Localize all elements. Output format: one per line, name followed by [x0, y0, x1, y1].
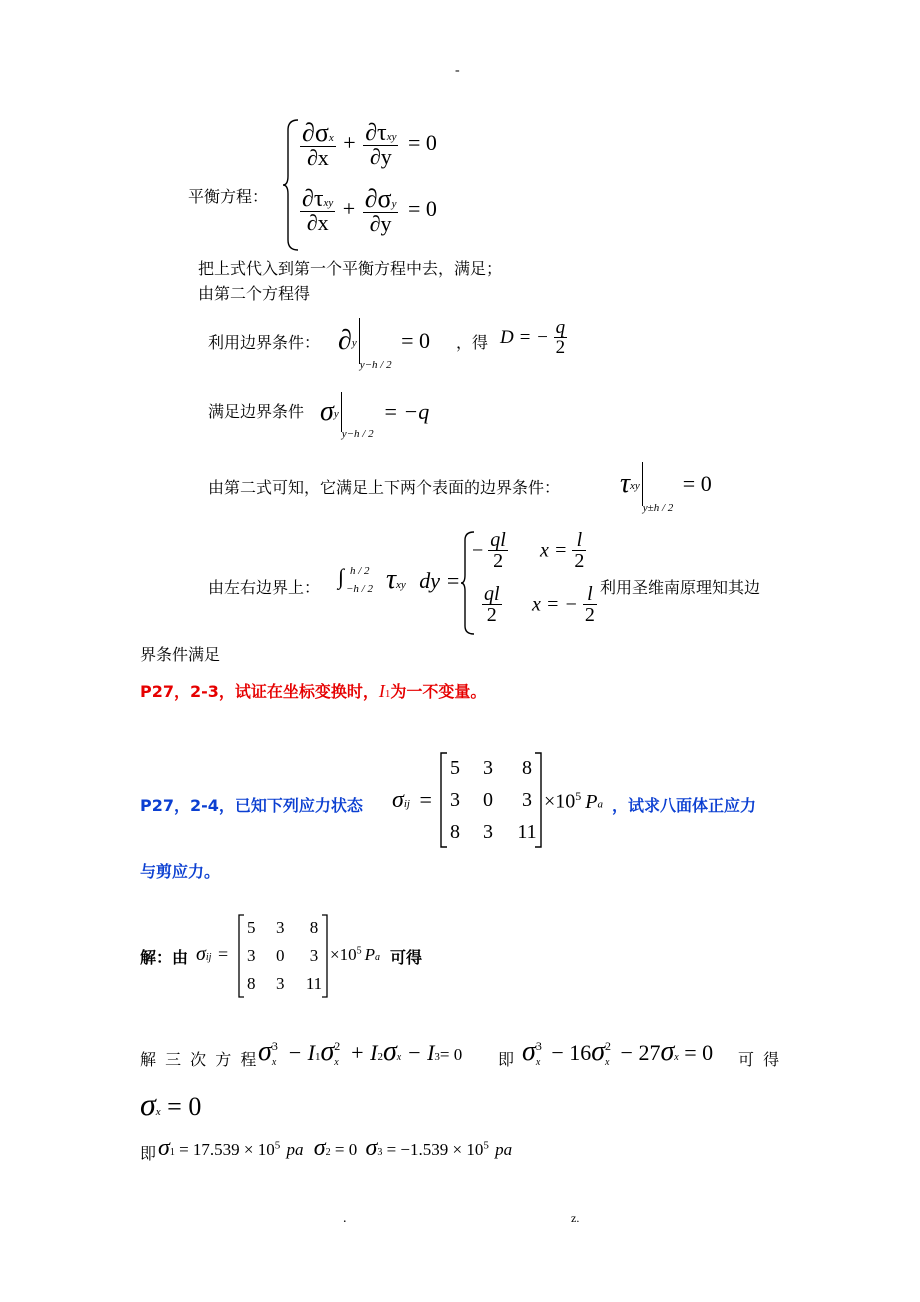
cubic-solution: σx = 0: [140, 1086, 202, 1122]
case-1-condition: x = $\frac{l}{2}$: [540, 529, 585, 572]
solution-prefix: 解：由: [140, 948, 189, 967]
integral-lower: −h / 2: [346, 583, 373, 595]
text-boundary-1: 利用边界条件：: [208, 333, 321, 352]
text-line-second-eq: 由第二个方程得: [198, 284, 311, 303]
integral-upper: h / 2: [350, 565, 370, 577]
cubic-equation-1: σ 3 x − I1σ 2 x + I2σx − I3= 0: [258, 1036, 463, 1068]
cubic-text-2: 即: [498, 1050, 515, 1069]
equilibrium-eq2: $\frac{\text{∂τxy}}{\partial x}$ + $\frac{\partial\sigma y}{\partial y}$ = 0: [302, 184, 437, 236]
cubic-text-1: 解 三 次 方 程: [140, 1050, 259, 1069]
text-saint-venant: 利用圣维南原理知其边: [600, 578, 761, 597]
text-left-right-boundary: 由左右边界上：: [208, 578, 321, 597]
fraction: $\frac{\text{∂τxy}}{\partial y}$: [365, 120, 397, 169]
matrix-row: 8 3 11: [247, 974, 323, 993]
matrix-row: 3 0 3: [450, 789, 532, 811]
boundary-3-expr: τxy$_{y\pm h / 2}$ = 0: [620, 462, 712, 514]
text-boundary-2: 满足边界条件: [208, 402, 305, 421]
roots-prefix: 即: [140, 1144, 157, 1163]
problem-2-4-sigma: σij =: [392, 787, 432, 813]
cubic-equation-2: σ 3 x − 16σ 2 x − 27σx = 0: [522, 1036, 714, 1068]
fraction: $\frac{l}{2}$: [584, 583, 595, 626]
solution-sigma: σij =: [196, 943, 229, 965]
matrix-row: 3 0 3: [247, 946, 319, 965]
text-boundary-3: 由第二式可知，它满足上下两个表面的边界条件：: [208, 478, 561, 497]
problem-2-4-line2: 与剪应力。: [140, 862, 221, 881]
left-brace-icon: [282, 118, 300, 252]
fraction: $\frac{ql}{2}$: [490, 529, 506, 572]
problem-2-3: P27，2-3，试证在坐标变换时，I1为一不变量。: [140, 681, 487, 701]
fraction: $\frac{\partial\sigma y}{\partial y}$: [364, 184, 397, 236]
fraction: $\frac{\partial\sigma x}{\partial x}$: [302, 118, 334, 170]
cubic-text-3: 可 得: [738, 1050, 782, 1069]
integral-expr: ∫: [338, 564, 345, 589]
footer-right-mark: z.: [571, 1211, 580, 1225]
boundary-1-expr: $\partial y_{y-h / 2} = 0$: [338, 318, 430, 371]
case-1: − $\frac{ql}{2}$: [472, 529, 506, 572]
matrix-row: 5 3 8: [450, 757, 532, 779]
solution-matrix: [238, 914, 328, 998]
problem-2-4-scale: $\times 10^5$ Pa: [544, 789, 603, 813]
roots-expression: $\sigma 1 = 17.539 \times 10^5$ pa σ2 = 0 $\sigma 3 = -1.539 \times 10^5$ pa: [158, 1135, 513, 1161]
text-boundary-1-get: ，得: [456, 333, 489, 352]
stress-matrix: [440, 752, 542, 848]
header-mark: -: [455, 63, 460, 78]
boundary-2-expr: $\sigma y_{y-h / 2} = -q$: [320, 392, 429, 440]
matrix-row: 5 3 8: [247, 918, 319, 937]
text-condition-satisfied: 界条件满足: [140, 645, 221, 664]
fraction: $\frac{l}{2}$: [574, 529, 585, 572]
fraction: $\frac{q}{2}$: [555, 317, 566, 358]
equilibrium-label: 平衡方程：: [188, 187, 269, 206]
solution-suffix: 可得: [390, 948, 423, 967]
matrix-row: 8 3 11: [450, 821, 537, 843]
equilibrium-eq1: $\frac{\partial\sigma x}{\partial x}$ + $\frac{\text{∂τxy}}{\partial y}$ = 0: [302, 118, 437, 170]
fraction: $\frac{\text{∂τxy}}{\partial x}$: [302, 186, 334, 235]
d-value-expr: D = − $\frac{q}{2}$: [500, 317, 566, 358]
fraction: $\frac{ql}{2}$: [484, 583, 500, 626]
integral-body: τxy dy =: [386, 564, 461, 595]
text-line-substitute: 把上式代入到第一个平衡方程中去，满足；: [198, 259, 503, 278]
solution-scale: $\times 10^5$ Pa: [330, 945, 380, 964]
problem-2-4-suffix: ，试求八面体正应力: [612, 796, 757, 815]
footer-left-mark: .: [343, 1211, 347, 1226]
problem-2-4-prefix: P27，2-4，已知下列应力状态: [140, 796, 363, 815]
case-2: [482, 584, 502, 625]
case-2-condition: x = − $\frac{l}{2}$: [532, 583, 595, 626]
